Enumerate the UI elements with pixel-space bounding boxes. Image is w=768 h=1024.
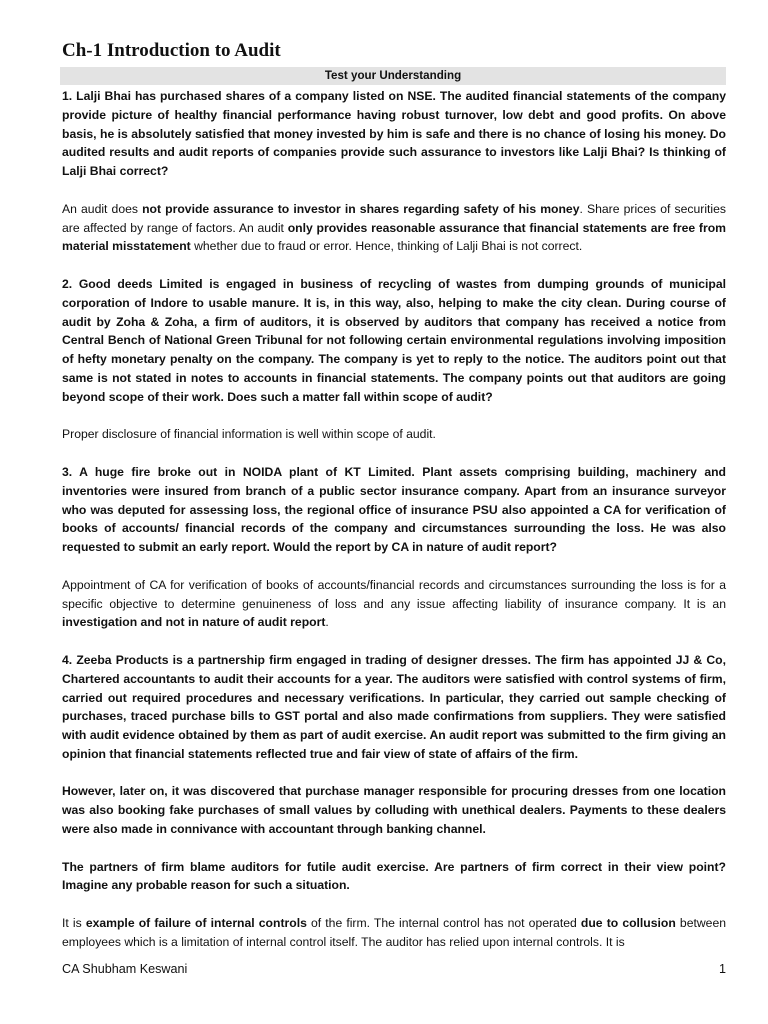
- answer-2: Proper disclosure of financial information is well within scope of audit.: [62, 427, 436, 442]
- answer-4: It is example of failure of internal controls of the firm. The internal control has not operated due to collusion between employees which is a limitation of internal control itself. The auditor has relied upon internal controls. It is: [62, 916, 727, 949]
- question-4: 4. Zeeba Products is a partnership firm engaged in trading of designer dresses. The firm has appointed JJ & Co, Chartered accountants to audit their accounts for a year. The auditors were satisfied with control systems of firm, carried out required procedures and necessary verifications. In particular, they carried out sample checking of purchases, traced purchase bills to GST portal and also made confirmations from suppliers. They were satisfied with audit evidence obtained by them as part of audit exercise. An audit report was submitted to the firm giving an opinion that financial statements reflected true and fair view of state of affairs of the firm.: [62, 652, 726, 761]
- footer-author: CA Shubham Keswani: [62, 962, 188, 976]
- document-body: [62, 87, 726, 970]
- question-2: 2. Good deeds Limited is engaged in business of recycling of wastes from dumping grounds of municipal corporation of Indore to usable manure. It is, in this way, also, helping to make the city clean. During course of audit by Zoha & Zoha, a firm of auditors, it is observed by auditors that company has received a notice from Central Bench of National Green Tribunal for not following certain environmental regulations involving imposition of hefty monetary penalty on the company. The company is yet to reply to the notice. The auditors point out that same is not stated in notes to accounts in financial statements. The company points out that auditors are going beyond scope of their work. Does such a matter fall within scope of audit?: [62, 276, 726, 404]
- page-footer: [62, 962, 726, 976]
- question-4-ask: The partners of firm blame auditors for futile audit exercise. Are partners of firm correct in their view point? Imagine any probable reason for such a situation.: [62, 859, 726, 893]
- answer-1: An audit does not provide assurance to investor in shares regarding safety of his money. Share prices of securities are affected by range of factors. An audit only provides reasonable assurance that financial statements are free from material misstatement whether due to fraud or error. Hence, thinking of Lalji Bhai is not correct.: [62, 201, 727, 254]
- page-title: Ch-1 Introduction to Audit: [62, 40, 281, 61]
- question-4-continued: However, later on, it was discovered that purchase manager responsible for procuring dresses from one location was also booking fake purchases of small values by colluding with unethical dealers. Payments to these dealers were also made in connivance with accountant through banking channel.: [62, 784, 726, 837]
- page-number: 1: [718, 962, 726, 976]
- question-3: 3. A huge fire broke out in NOIDA plant of KT Limited. Plant assets comprising building, machinery and inventories were insured from branch of a public sector insurance company. Apart from an insurance surveyor who was deputed for assessing loss, the regional office of insurance PSU also appointed a CA for verification of books of accounts/ financial records of the company and circumstances surrounding the loss. He was also requested to submit an early report. Would the report by CA in nature of audit report?: [62, 464, 726, 555]
- section-header: Test your Understanding: [60, 67, 726, 85]
- question-1: 1. Lalji Bhai has purchased shares of a company listed on NSE. The audited financial statements of the company provide picture of healthy financial performance having robust turnover, low debt and good profits. On above basis, he is absolutely satisfied that money invested by him is safe and there is no chance of losing his money. Do audited results and audit reports of companies provide such assurance to investors like Lalji Bhai? Is thinking of Lalji Bhai correct?: [62, 89, 726, 179]
- answer-3: Appointment of CA for verification of books of accounts/financial records and circumstances surrounding the loss is for a specific objective to determine genuineness of loss and any issue affecting liability of insurance company. It is an investigation and not in nature of audit report.: [62, 577, 726, 630]
